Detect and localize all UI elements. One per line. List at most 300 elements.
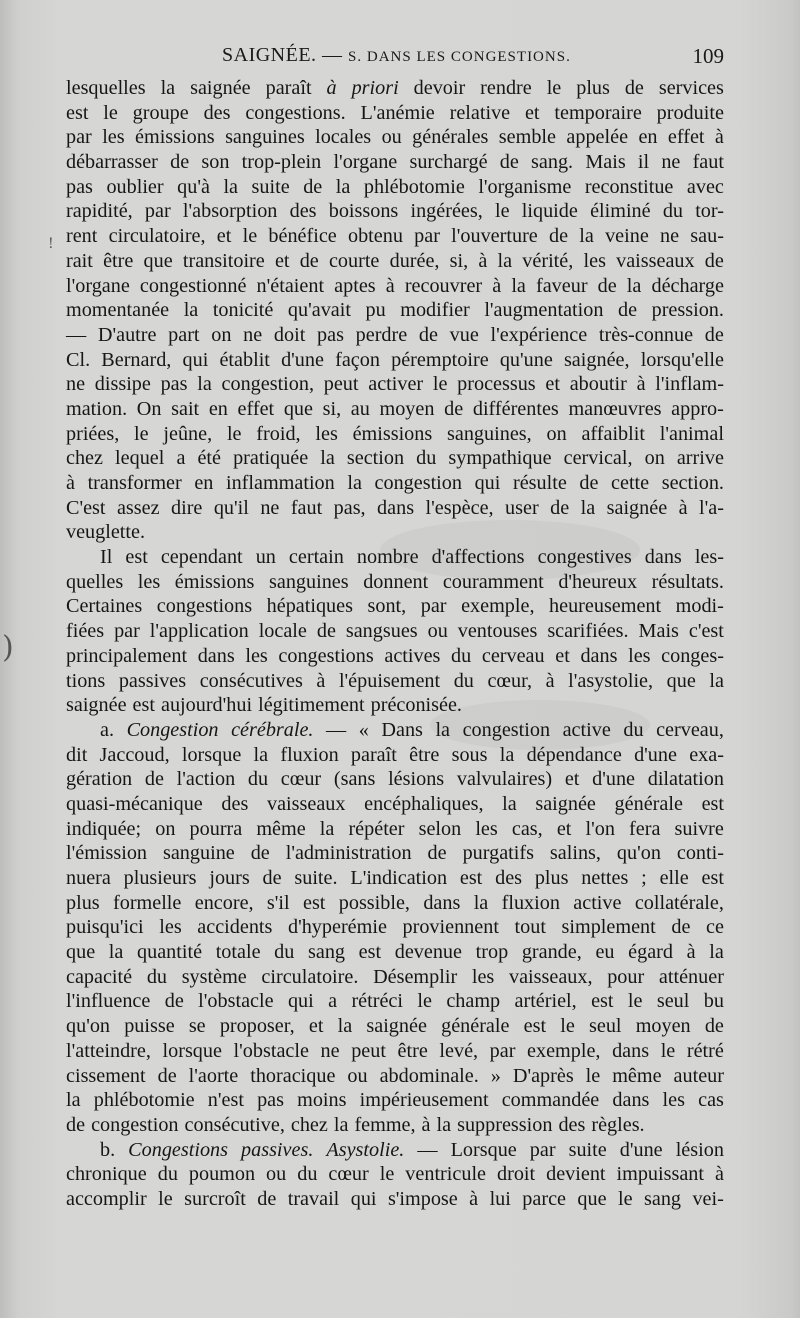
word: Congestion (126, 718, 219, 741)
word: que (66, 941, 96, 964)
text-line (66, 520, 724, 545)
word: levé, (439, 1039, 479, 1062)
word: a (176, 447, 186, 470)
word: lorsque (162, 1039, 222, 1062)
word: selon (418, 817, 462, 840)
word: « (358, 718, 369, 741)
word: encéphaliques, (364, 792, 484, 815)
word: que (666, 669, 696, 692)
word: vaisseaux (616, 249, 695, 272)
word: lesquelles (66, 77, 146, 99)
word: que (577, 1187, 607, 1210)
word: saignée, (563, 348, 630, 371)
word: façon (335, 348, 380, 371)
word: congestives (537, 546, 632, 569)
word: être (397, 1039, 428, 1062)
word: congestionné (139, 274, 247, 297)
word: produite (656, 101, 724, 124)
word: plus (576, 77, 610, 99)
word: de (579, 472, 599, 494)
word: générale (614, 792, 683, 815)
word: le (495, 200, 510, 223)
word: par (414, 225, 440, 248)
word: ou (266, 1163, 287, 1186)
word: l'expérience (490, 323, 588, 346)
word: principalement (66, 644, 188, 667)
word: de (617, 299, 638, 322)
running-title-dash: — (316, 44, 349, 66)
word: artériel, (514, 990, 577, 1013)
word: valvulaires) (456, 768, 553, 791)
word: à (326, 77, 337, 99)
word: pas (66, 175, 93, 198)
text-line (66, 1064, 724, 1089)
word: en (638, 126, 658, 149)
word: l'animal (659, 422, 724, 445)
word: dans (377, 496, 415, 519)
word: puisqu'ici (66, 916, 144, 939)
running-title (222, 44, 571, 67)
word: nettes (581, 867, 629, 889)
word: sangsues (345, 620, 418, 643)
word: on (155, 817, 176, 840)
word: ne (260, 496, 280, 519)
word: la (709, 669, 724, 692)
word: les (475, 817, 498, 840)
word: C'est (66, 496, 106, 519)
text-line (66, 175, 724, 200)
word: vue (449, 323, 479, 346)
word: cœur, (487, 669, 533, 692)
word: et (556, 817, 572, 840)
text-line (66, 891, 724, 916)
word: la (579, 225, 594, 248)
word: à (478, 249, 488, 272)
word: salins, (549, 842, 601, 865)
word: on (546, 422, 567, 445)
word: rétréci (351, 990, 403, 1013)
word: le (432, 373, 448, 396)
word: champ (446, 990, 501, 1013)
word: ventouses (457, 620, 538, 643)
word: système (181, 965, 247, 988)
word: aptes (334, 274, 376, 297)
word: l'ouverture (451, 225, 538, 248)
word: ne (660, 225, 680, 248)
word: consécutive, (184, 1113, 285, 1136)
word: est (459, 867, 483, 889)
word: phlébotomie (363, 175, 465, 198)
word: c'est (688, 620, 724, 643)
word: les (662, 1089, 685, 1112)
word: qu'on (66, 1015, 111, 1038)
word: chez (290, 1113, 328, 1136)
word: quantité (137, 941, 203, 964)
running-head (70, 44, 724, 74)
word: transitoire (182, 249, 265, 272)
word: perdre (355, 323, 408, 346)
word: section (346, 447, 405, 470)
word: locale (258, 620, 307, 643)
word: mation. (66, 397, 128, 420)
word: le (134, 422, 149, 445)
word: lésions (388, 768, 445, 791)
word: appro- (671, 397, 724, 420)
word: scarifiées. (547, 620, 629, 643)
word: faut (290, 496, 323, 519)
word: est (302, 891, 326, 914)
text-line (66, 644, 724, 669)
word: dilatation (647, 768, 724, 791)
word: elle (659, 867, 689, 889)
word: la (253, 743, 269, 766)
word: paraît (265, 77, 312, 99)
word: de (164, 990, 184, 1013)
word: été (197, 447, 221, 470)
word: qu'à (177, 175, 210, 198)
word: à (686, 941, 696, 964)
word: suivre (674, 817, 724, 840)
word: veuglette. (66, 521, 146, 544)
word: n'est (207, 1089, 244, 1112)
word: rapidité, (66, 200, 133, 223)
page-number: 109 (692, 44, 724, 68)
word: qui (287, 990, 314, 1013)
word: congestions. (245, 101, 346, 124)
word: faut (692, 151, 724, 174)
word: n'étaient (256, 274, 325, 297)
word: la (435, 718, 451, 741)
word: même (256, 817, 306, 840)
word: paraît (350, 743, 397, 766)
text-line (66, 545, 724, 570)
word: est (701, 867, 724, 889)
word: lésion (675, 1138, 724, 1161)
word: affaiblit (581, 422, 645, 445)
word: Asystolie. (326, 1138, 405, 1161)
text-line (66, 372, 724, 397)
word: boissons (328, 200, 399, 223)
word: tonicité (212, 299, 274, 322)
word: — (417, 1138, 438, 1161)
word: le (618, 1187, 633, 1210)
word: en (208, 397, 228, 420)
word: certain (288, 546, 344, 569)
word: différentes (472, 397, 559, 420)
word: moyen (379, 397, 435, 420)
word: la (580, 496, 596, 519)
word: suite (568, 1138, 607, 1161)
word: impuissant (616, 1163, 705, 1186)
word: la (337, 1015, 353, 1038)
word: de (427, 842, 447, 865)
word: simplement (561, 916, 656, 939)
word: sang (308, 941, 346, 964)
text-line (66, 249, 724, 274)
word: plusieurs (123, 867, 197, 889)
word: Mais (585, 151, 626, 174)
word: droit (497, 1163, 536, 1186)
word: les (471, 965, 495, 988)
word: le (627, 990, 643, 1013)
word: de (444, 397, 464, 420)
word: vei- (692, 1187, 724, 1210)
word: pas (160, 373, 188, 396)
word: consécutives (199, 669, 303, 692)
word: L'anémie (360, 101, 435, 124)
word: » (490, 1064, 501, 1087)
word: est (701, 792, 724, 815)
text-line (66, 1014, 724, 1039)
word: le (242, 225, 258, 248)
word: la (709, 941, 724, 964)
word: par (66, 126, 92, 149)
word: la (626, 274, 642, 297)
word: l'émission (66, 842, 148, 865)
word: de (418, 323, 438, 346)
word: pour (607, 965, 645, 988)
word: lui (489, 1187, 511, 1210)
word: impérieusement (359, 1089, 489, 1112)
word: parce (522, 1187, 566, 1210)
word: cependant (160, 546, 243, 569)
word: cas (698, 1089, 724, 1112)
word: les (159, 916, 182, 939)
word: recouvrer (404, 274, 483, 297)
word: conti- (676, 842, 724, 865)
word: pas (257, 1089, 284, 1112)
word: poumon (188, 1163, 256, 1186)
word: générales (412, 126, 489, 149)
word: indiquée; (66, 817, 142, 840)
word: vérité, (522, 249, 574, 272)
word: congestion (462, 718, 551, 741)
word: services (658, 77, 724, 99)
word: l'inflam- (655, 373, 724, 396)
word: jours (209, 867, 250, 889)
margin-mark: ! (48, 236, 54, 252)
word: à (421, 1113, 431, 1136)
word: cissement (66, 1064, 146, 1087)
word: processus (457, 373, 536, 396)
word: puisse (124, 1015, 175, 1038)
word: (sans (333, 768, 376, 791)
text-line (66, 989, 724, 1014)
word: même (612, 1064, 662, 1087)
word: du (416, 447, 437, 470)
word: cerveau (481, 644, 545, 667)
word: tout (514, 916, 546, 939)
word: arrive (676, 447, 724, 470)
word: de (250, 842, 270, 865)
word: qu'il (213, 496, 249, 519)
word: avec (686, 175, 724, 198)
word: du (451, 644, 472, 667)
word: peut (323, 373, 359, 396)
text-line (66, 669, 724, 694)
word: du (623, 718, 644, 741)
word: veine (605, 225, 649, 248)
word: pratiquée (233, 447, 309, 470)
word: l'espèce, (425, 496, 494, 519)
word: s'impose (387, 1187, 458, 1210)
word: par (144, 200, 171, 223)
word: heureusement (549, 595, 662, 618)
word: passives. (241, 1138, 314, 1161)
word: exa- (689, 743, 724, 766)
word: circulatoire. (261, 965, 359, 988)
word: le (546, 77, 562, 99)
word: de (257, 1187, 277, 1210)
word: le (158, 1187, 173, 1210)
word: bénéfice (268, 225, 337, 248)
text-line (66, 792, 724, 817)
text-line (66, 718, 724, 743)
text-line (66, 224, 724, 249)
word: si, (322, 397, 342, 420)
word: pourra (189, 817, 243, 840)
word: — (66, 323, 87, 346)
word: relative (449, 101, 511, 124)
word: la (473, 891, 489, 914)
word: qu'une (499, 348, 553, 371)
word: l'absorption (182, 200, 278, 223)
word: Il (100, 546, 113, 569)
word: activer (368, 373, 424, 396)
word: ou (381, 126, 402, 149)
word: l'épuisement (338, 669, 441, 692)
word: égard (628, 941, 673, 964)
word: l'organisme (478, 175, 572, 198)
word: possible, (338, 891, 410, 914)
word: chronique (66, 1163, 147, 1186)
word: qu'avait (287, 299, 351, 322)
word: l'a- (699, 496, 724, 519)
text-line (66, 693, 724, 718)
word: devenue (394, 941, 462, 964)
word: de (299, 249, 319, 272)
word: effet (667, 126, 705, 149)
word: la (319, 817, 335, 840)
word: il (637, 151, 650, 174)
word: obtenu (347, 225, 403, 248)
word: la (320, 447, 335, 470)
word: abdominale. (379, 1064, 479, 1087)
word: peut (351, 1039, 386, 1062)
word: du (247, 768, 269, 791)
word: jeûne, (163, 422, 213, 445)
text-line (66, 570, 724, 595)
word: sang (644, 1187, 682, 1210)
text-line (66, 496, 724, 521)
word: la (335, 175, 351, 198)
word: le (560, 1015, 575, 1038)
word: sympathique (448, 447, 552, 470)
word: a. (100, 718, 115, 741)
word: tor- (695, 200, 724, 223)
word: assez (116, 496, 160, 519)
word: doit (273, 323, 306, 346)
word: Cl. (66, 348, 91, 371)
text-line (66, 150, 724, 175)
word: active (562, 718, 611, 741)
word: fiées (66, 620, 105, 643)
word: le (226, 422, 242, 445)
word: les (137, 570, 161, 593)
word: à (678, 496, 688, 519)
word: l'action (176, 768, 236, 791)
word: locales (315, 126, 372, 149)
word: encore, (194, 891, 254, 914)
word: de (671, 916, 691, 939)
word: de (66, 1113, 86, 1136)
word: effet (237, 397, 275, 420)
word: b. (100, 1138, 116, 1161)
word: sanguines (225, 126, 305, 149)
word: ou (427, 620, 448, 643)
word: et (545, 373, 560, 396)
word: dépendance (526, 743, 622, 766)
word: à (636, 373, 646, 396)
word: saignée (190, 77, 251, 99)
word: dire (171, 496, 203, 519)
word: tions (66, 669, 106, 692)
word: Lorsque (450, 1138, 517, 1161)
text-line (66, 76, 724, 101)
word: les (245, 644, 268, 667)
word: décharge (651, 274, 724, 297)
text-line (66, 1113, 724, 1138)
word: est (132, 694, 155, 717)
word: fluxion (280, 743, 339, 766)
word: l'organe (333, 151, 398, 174)
word: modi- (675, 595, 724, 618)
word: de (262, 867, 282, 889)
word: saignée (606, 496, 668, 519)
word: proposer, (219, 1015, 295, 1038)
text-line (66, 422, 724, 447)
word: un (255, 546, 276, 569)
word: du (157, 1163, 178, 1186)
word: répéter (348, 817, 405, 840)
word: dans (612, 1089, 650, 1112)
word: accomplir (66, 1187, 147, 1210)
word: de (144, 768, 164, 791)
word: péremptoire (391, 348, 489, 371)
word: sanguines, (447, 422, 532, 445)
word: cœur (280, 768, 322, 791)
word: de (550, 496, 570, 519)
word: suppression (457, 1113, 553, 1136)
word: les (315, 422, 338, 445)
text-line (66, 397, 724, 422)
text-line (66, 101, 724, 126)
word: est (66, 101, 89, 124)
text-line (66, 619, 724, 644)
text-line (66, 274, 724, 299)
word: Mais (638, 620, 679, 643)
word: et (555, 644, 570, 667)
word: trop-plein (241, 151, 322, 174)
word: pas (317, 323, 344, 346)
word: sau- (690, 225, 724, 248)
word: la (197, 373, 212, 396)
word: l'organe (66, 274, 130, 297)
word: part (168, 323, 200, 346)
word: donnent (363, 570, 429, 593)
word: couramment (442, 570, 544, 593)
word: congestions (278, 644, 374, 667)
